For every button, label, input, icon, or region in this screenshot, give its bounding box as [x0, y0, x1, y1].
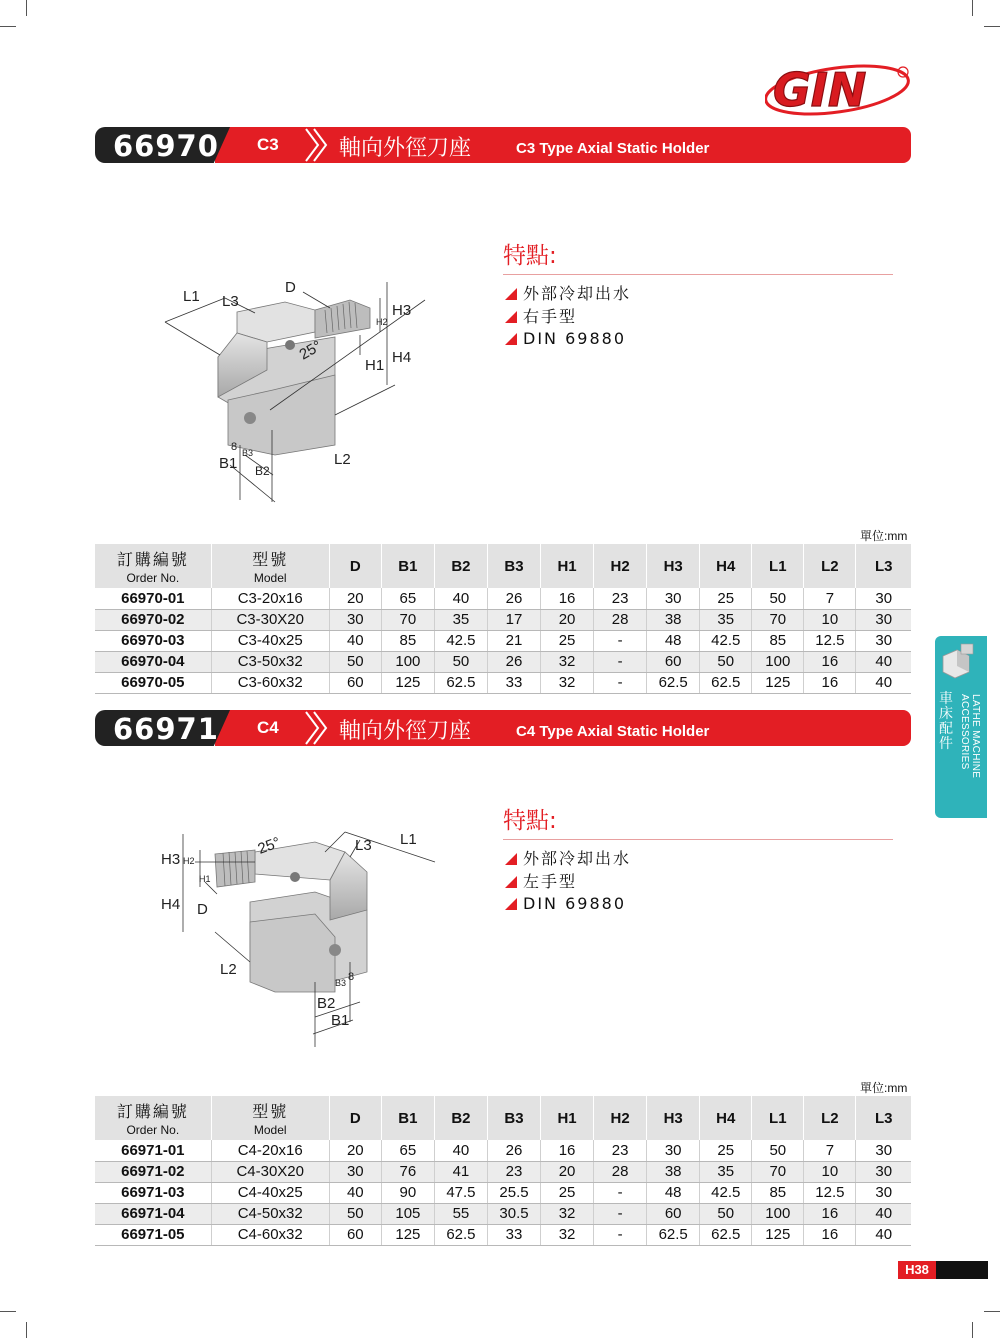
dimension-cell: 100 [752, 651, 804, 672]
model-cell: C3-20x16 [211, 588, 329, 609]
side-tab-label-cn: 車床配件 [939, 691, 953, 752]
dimension-cell: 20 [329, 588, 381, 609]
dimension-cell: 38 [647, 609, 700, 630]
triangle-bullet-icon [505, 876, 517, 888]
title-chinese: 軸向外徑刀座 [339, 719, 472, 744]
features-panel [503, 802, 893, 916]
table-row [95, 1203, 911, 1224]
dimension-cell: 50 [329, 651, 381, 672]
table-body [95, 1140, 911, 1245]
dimension-cell: 33 [487, 672, 540, 693]
dimension-cell: 12.5 [804, 630, 856, 651]
table-row [95, 672, 911, 693]
technical-drawing-c4 [155, 822, 445, 1052]
dim-label-h3: H3 [161, 851, 181, 868]
dimension-cell: 90 [381, 1182, 434, 1203]
model-cell: C3-30X20 [211, 609, 329, 630]
dim-label-d: D [285, 279, 296, 296]
crop-mark [0, 26, 16, 27]
dimension-cell: 16 [804, 1203, 856, 1224]
dimension-cell: 32 [541, 1224, 594, 1245]
dim-label-b2: B2 [255, 464, 270, 478]
crop-mark [26, 0, 27, 16]
dim-label-h1: H1 [365, 357, 385, 374]
section-header-66970 [95, 127, 911, 163]
dimension-cell: 16 [541, 588, 594, 609]
order-number-cell: 66970-03 [95, 630, 211, 651]
dimension-cell: 125 [752, 1224, 804, 1245]
feature-text: DIN 69880 [523, 329, 626, 348]
dimension-cell: 48 [647, 630, 700, 651]
dimension-cell: 23 [594, 588, 647, 609]
dim-label-l2: L2 [334, 451, 351, 468]
dimension-cell: 35 [700, 1161, 752, 1182]
dimension-cell: 30 [856, 1182, 911, 1203]
dim-label-h2: H2 [183, 856, 195, 866]
order-number-cell: 66970-01 [95, 588, 211, 609]
product-type: C4 [257, 718, 279, 737]
dimension-cell: 33 [487, 1224, 540, 1245]
dimension-cell: 41 [434, 1161, 487, 1182]
dimension-cell: 60 [647, 1203, 700, 1224]
table-row [95, 1140, 911, 1161]
dimension-cell: - [594, 672, 647, 693]
dimension-cell: 30 [856, 609, 911, 630]
dimension-cell: - [594, 1224, 647, 1245]
crop-mark [984, 1311, 1000, 1312]
col-header: H2 [594, 1096, 647, 1140]
dimension-cell: 62.5 [647, 672, 700, 693]
col-header-order-no: 訂購編號 Order No. [95, 544, 211, 588]
dimension-cell: 100 [381, 651, 434, 672]
dim-label-b1: B1 [331, 1012, 350, 1029]
dimension-cell: 38 [647, 1161, 700, 1182]
col-header: H4 [700, 544, 752, 588]
crop-mark [984, 26, 1000, 27]
dimension-cell: 32 [541, 672, 594, 693]
feature-item [503, 306, 893, 329]
dim-label-b3: B3 [242, 448, 254, 458]
dimension-cell: 62.5 [434, 1224, 487, 1245]
model-cell: C3-40x25 [211, 630, 329, 651]
dimension-cell: 20 [541, 609, 594, 630]
crop-mark [972, 1322, 973, 1338]
dimension-cell: 35 [434, 609, 487, 630]
col-header: B3 [487, 544, 540, 588]
dimension-cell: 7 [804, 588, 856, 609]
title-chinese: 軸向外徑刀座 [339, 136, 472, 161]
dim-label-l2: L2 [220, 961, 237, 978]
model-cell: C4-40x25 [211, 1182, 329, 1203]
dimension-cell: 32 [541, 1203, 594, 1224]
dim-label-h3: H3 [392, 302, 412, 319]
dimension-cell: 16 [804, 672, 856, 693]
dimension-cell: 30 [856, 630, 911, 651]
model-cell: C4-20x16 [211, 1140, 329, 1161]
feature-text: 右手型 [523, 306, 578, 326]
dimension-cell: 125 [381, 1224, 434, 1245]
side-tab-label-en: LATHE MACHINE ACCESSORIES [959, 694, 981, 779]
dimension-cell: 16 [541, 1140, 594, 1161]
page-number-bar [898, 1261, 988, 1279]
table-row [95, 609, 911, 630]
order-number-cell: 66971-03 [95, 1182, 211, 1203]
triangle-bullet-icon [505, 288, 517, 300]
dimension-cell: 40 [329, 630, 381, 651]
order-number-cell: 66971-02 [95, 1161, 211, 1182]
dimension-cell: 100 [752, 1203, 804, 1224]
dimension-cell: 125 [381, 672, 434, 693]
model-cell: C3-50x32 [211, 651, 329, 672]
feature-item [503, 328, 893, 351]
dimension-cell: 28 [594, 609, 647, 630]
table-row [95, 588, 911, 609]
col-header: B2 [434, 1096, 487, 1140]
dimension-cell: 25 [541, 1182, 594, 1203]
dimension-cell: 23 [487, 1161, 540, 1182]
dimension-cell: 10 [804, 1161, 856, 1182]
brand-logo [765, 60, 915, 116]
side-category-tab[interactable] [935, 636, 987, 818]
dimension-cell: 7 [804, 1140, 856, 1161]
col-header: H3 [647, 1096, 700, 1140]
section-header-66971 [95, 710, 911, 746]
chevron-right-icon [302, 127, 328, 163]
crop-mark [972, 0, 973, 16]
dimension-cell: 60 [647, 651, 700, 672]
dimension-cell: 62.5 [647, 1224, 700, 1245]
col-header: D [329, 544, 381, 588]
feature-text: DIN 69880 [523, 894, 626, 913]
dimension-cell: 12.5 [804, 1182, 856, 1203]
dimension-cell: 40 [856, 651, 911, 672]
order-number-cell: 66971-05 [95, 1224, 211, 1245]
crop-mark [26, 1322, 27, 1338]
dimension-cell: 50 [700, 651, 752, 672]
table-row [95, 630, 911, 651]
dimension-cell: 16 [804, 651, 856, 672]
table-row [95, 1224, 911, 1245]
order-number-cell: 66970-04 [95, 651, 211, 672]
col-header: L2 [804, 1096, 856, 1140]
dimension-cell: 28 [594, 1161, 647, 1182]
features-title: 特點: [503, 237, 893, 275]
col-header: B3 [487, 1096, 540, 1140]
table-row [95, 1182, 911, 1203]
model-cell: C3-60x32 [211, 672, 329, 693]
brand-logo-text: GIN [773, 63, 867, 116]
dim-label-b1: B1 [219, 455, 238, 472]
col-header: B1 [381, 1096, 434, 1140]
dimension-cell: 26 [487, 588, 540, 609]
dimension-cell: - [594, 651, 647, 672]
dimension-cell: 50 [329, 1203, 381, 1224]
dimension-cell: 70 [752, 609, 804, 630]
table-row [95, 651, 911, 672]
col-header: L2 [804, 544, 856, 588]
col-header: L1 [752, 1096, 804, 1140]
dimension-cell: 42.5 [700, 630, 752, 651]
feature-text: 外部冷却出水 [523, 284, 632, 303]
product-code: 66970 [113, 129, 219, 163]
dimension-cell: 60 [329, 1224, 381, 1245]
triangle-bullet-icon [505, 898, 517, 910]
feature-text: 左手型 [523, 871, 578, 891]
dimension-cell: 65 [381, 1140, 434, 1161]
dimension-cell: 40 [856, 672, 911, 693]
dimension-cell: 30 [856, 1161, 911, 1182]
dim-label-l3: L3 [222, 293, 239, 310]
model-cell: C4-50x32 [211, 1203, 329, 1224]
dimension-cell: 48 [647, 1182, 700, 1203]
dimension-cell: 85 [752, 1182, 804, 1203]
dim-label-l1: L1 [400, 831, 417, 848]
dimension-cell: 25.5 [487, 1182, 540, 1203]
dim-label-h4: H4 [161, 896, 181, 913]
col-header: B1 [381, 544, 434, 588]
col-header-model: 型號 Model [211, 544, 329, 588]
dimension-cell: 17 [487, 609, 540, 630]
dimension-cell: 26 [487, 1140, 540, 1161]
crop-mark [0, 1311, 16, 1312]
dimension-cell: 62.5 [700, 1224, 752, 1245]
col-header-model: 型號 Model [211, 1096, 329, 1140]
page-number: H38 [898, 1261, 936, 1279]
dim-label-l3: L3 [355, 837, 372, 854]
dimension-cell: 65 [381, 588, 434, 609]
dimension-cell: - [594, 630, 647, 651]
dimension-cell: 47.5 [434, 1182, 487, 1203]
col-header: L3 [856, 544, 911, 588]
table-header-row [95, 544, 911, 588]
feature-item [503, 283, 893, 306]
dimension-cell: 55 [434, 1203, 487, 1224]
dimension-cell: 30 [856, 588, 911, 609]
table-header-row [95, 1096, 911, 1140]
dimension-cell: 42.5 [434, 630, 487, 651]
dim-label-h2: H2 [376, 317, 388, 327]
dimension-cell: 40 [434, 1140, 487, 1161]
dim-label-angle: 25° [255, 834, 283, 858]
dimension-cell: 30.5 [487, 1203, 540, 1224]
dimension-cell: 76 [381, 1161, 434, 1182]
dimension-cell: - [594, 1203, 647, 1224]
dimension-cell: 30 [856, 1140, 911, 1161]
dim-label-d: D [197, 901, 208, 918]
dimension-cell: 20 [541, 1161, 594, 1182]
dimension-cell: 30 [329, 609, 381, 630]
feature-item [503, 871, 893, 894]
features-panel [503, 237, 893, 351]
spec-table-66971 [95, 1096, 911, 1246]
unit-label: 單位:mm [860, 529, 908, 543]
table-body [95, 588, 911, 693]
dimension-cell: 125 [752, 672, 804, 693]
dim-label-b2: B2 [317, 995, 336, 1012]
col-header: H4 [700, 1096, 752, 1140]
dimension-cell: 40 [856, 1203, 911, 1224]
dimension-cell: 50 [434, 651, 487, 672]
dimension-cell: 25 [700, 1140, 752, 1161]
dim-label-angle: 25° [296, 337, 325, 364]
model-cell: C4-60x32 [211, 1224, 329, 1245]
dimension-cell: 23 [594, 1140, 647, 1161]
dimension-cell: 26 [487, 651, 540, 672]
order-number-cell: 66970-02 [95, 609, 211, 630]
dimension-cell: 50 [700, 1203, 752, 1224]
dimension-cell: 10 [804, 609, 856, 630]
product-code: 66971 [113, 712, 219, 746]
dimension-cell: - [594, 1182, 647, 1203]
feature-item [503, 893, 893, 916]
dimension-cell: 70 [381, 609, 434, 630]
dimension-cell: 30 [647, 1140, 700, 1161]
technical-drawing-c3 [155, 270, 445, 510]
title-english: C4 Type Axial Static Holder [516, 723, 710, 740]
model-cell: C4-30X20 [211, 1161, 329, 1182]
dimension-cell: 25 [541, 630, 594, 651]
table-row [95, 1161, 911, 1182]
col-header: H3 [647, 544, 700, 588]
dim-label-l1: L1 [183, 288, 200, 305]
dimension-cell: 85 [381, 630, 434, 651]
dimension-cell: 30 [647, 588, 700, 609]
dimension-cell: 20 [329, 1140, 381, 1161]
dim-label-h1: H1 [199, 874, 211, 884]
dim-label-8: 8 [231, 441, 238, 453]
feature-item [503, 848, 893, 871]
title-english: C3 Type Axial Static Holder [516, 140, 710, 157]
tool-holder-icon [939, 642, 979, 684]
dim-label-8: 8 [348, 971, 355, 983]
dimension-cell: 40 [856, 1224, 911, 1245]
col-header: B2 [434, 544, 487, 588]
feature-text: 外部冷却出水 [523, 849, 632, 868]
product-type: C3 [257, 135, 279, 154]
dimension-cell: 70 [752, 1161, 804, 1182]
spec-table-66970 [95, 544, 911, 694]
dimension-cell: 21 [487, 630, 540, 651]
dim-label-h4: H4 [392, 349, 412, 366]
order-number-cell: 66970-05 [95, 672, 211, 693]
dimension-cell: 50 [752, 1140, 804, 1161]
col-header: H1 [541, 544, 594, 588]
triangle-bullet-icon [505, 853, 517, 865]
dimension-cell: 30 [329, 1161, 381, 1182]
dimension-cell: 105 [381, 1203, 434, 1224]
features-title: 特點: [503, 802, 893, 840]
dimension-cell: 60 [329, 672, 381, 693]
features-list [503, 283, 893, 351]
col-header: H1 [541, 1096, 594, 1140]
col-header: L3 [856, 1096, 911, 1140]
dimension-cell: 40 [329, 1182, 381, 1203]
dimension-cell: 40 [434, 588, 487, 609]
order-number-cell: 66971-04 [95, 1203, 211, 1224]
triangle-bullet-icon [505, 311, 517, 323]
features-list [503, 848, 893, 916]
dim-label-b3: B3 [335, 978, 347, 988]
dimension-cell: 85 [752, 630, 804, 651]
dimension-cell: 25 [700, 588, 752, 609]
dimension-cell: 16 [804, 1224, 856, 1245]
col-header-order-no: 訂購編號 Order No. [95, 1096, 211, 1140]
dimension-cell: 42.5 [700, 1182, 752, 1203]
dimension-cell: 62.5 [434, 672, 487, 693]
triangle-bullet-icon [505, 333, 517, 345]
col-header: L1 [752, 544, 804, 588]
col-header: H2 [594, 544, 647, 588]
dimension-cell: 50 [752, 588, 804, 609]
unit-label: 單位:mm [860, 1081, 908, 1095]
chevron-right-icon [302, 710, 328, 746]
col-header: D [329, 1096, 381, 1140]
dimension-cell: 62.5 [700, 672, 752, 693]
order-number-cell: 66971-01 [95, 1140, 211, 1161]
dimension-cell: 32 [541, 651, 594, 672]
dimension-cell: 35 [700, 609, 752, 630]
